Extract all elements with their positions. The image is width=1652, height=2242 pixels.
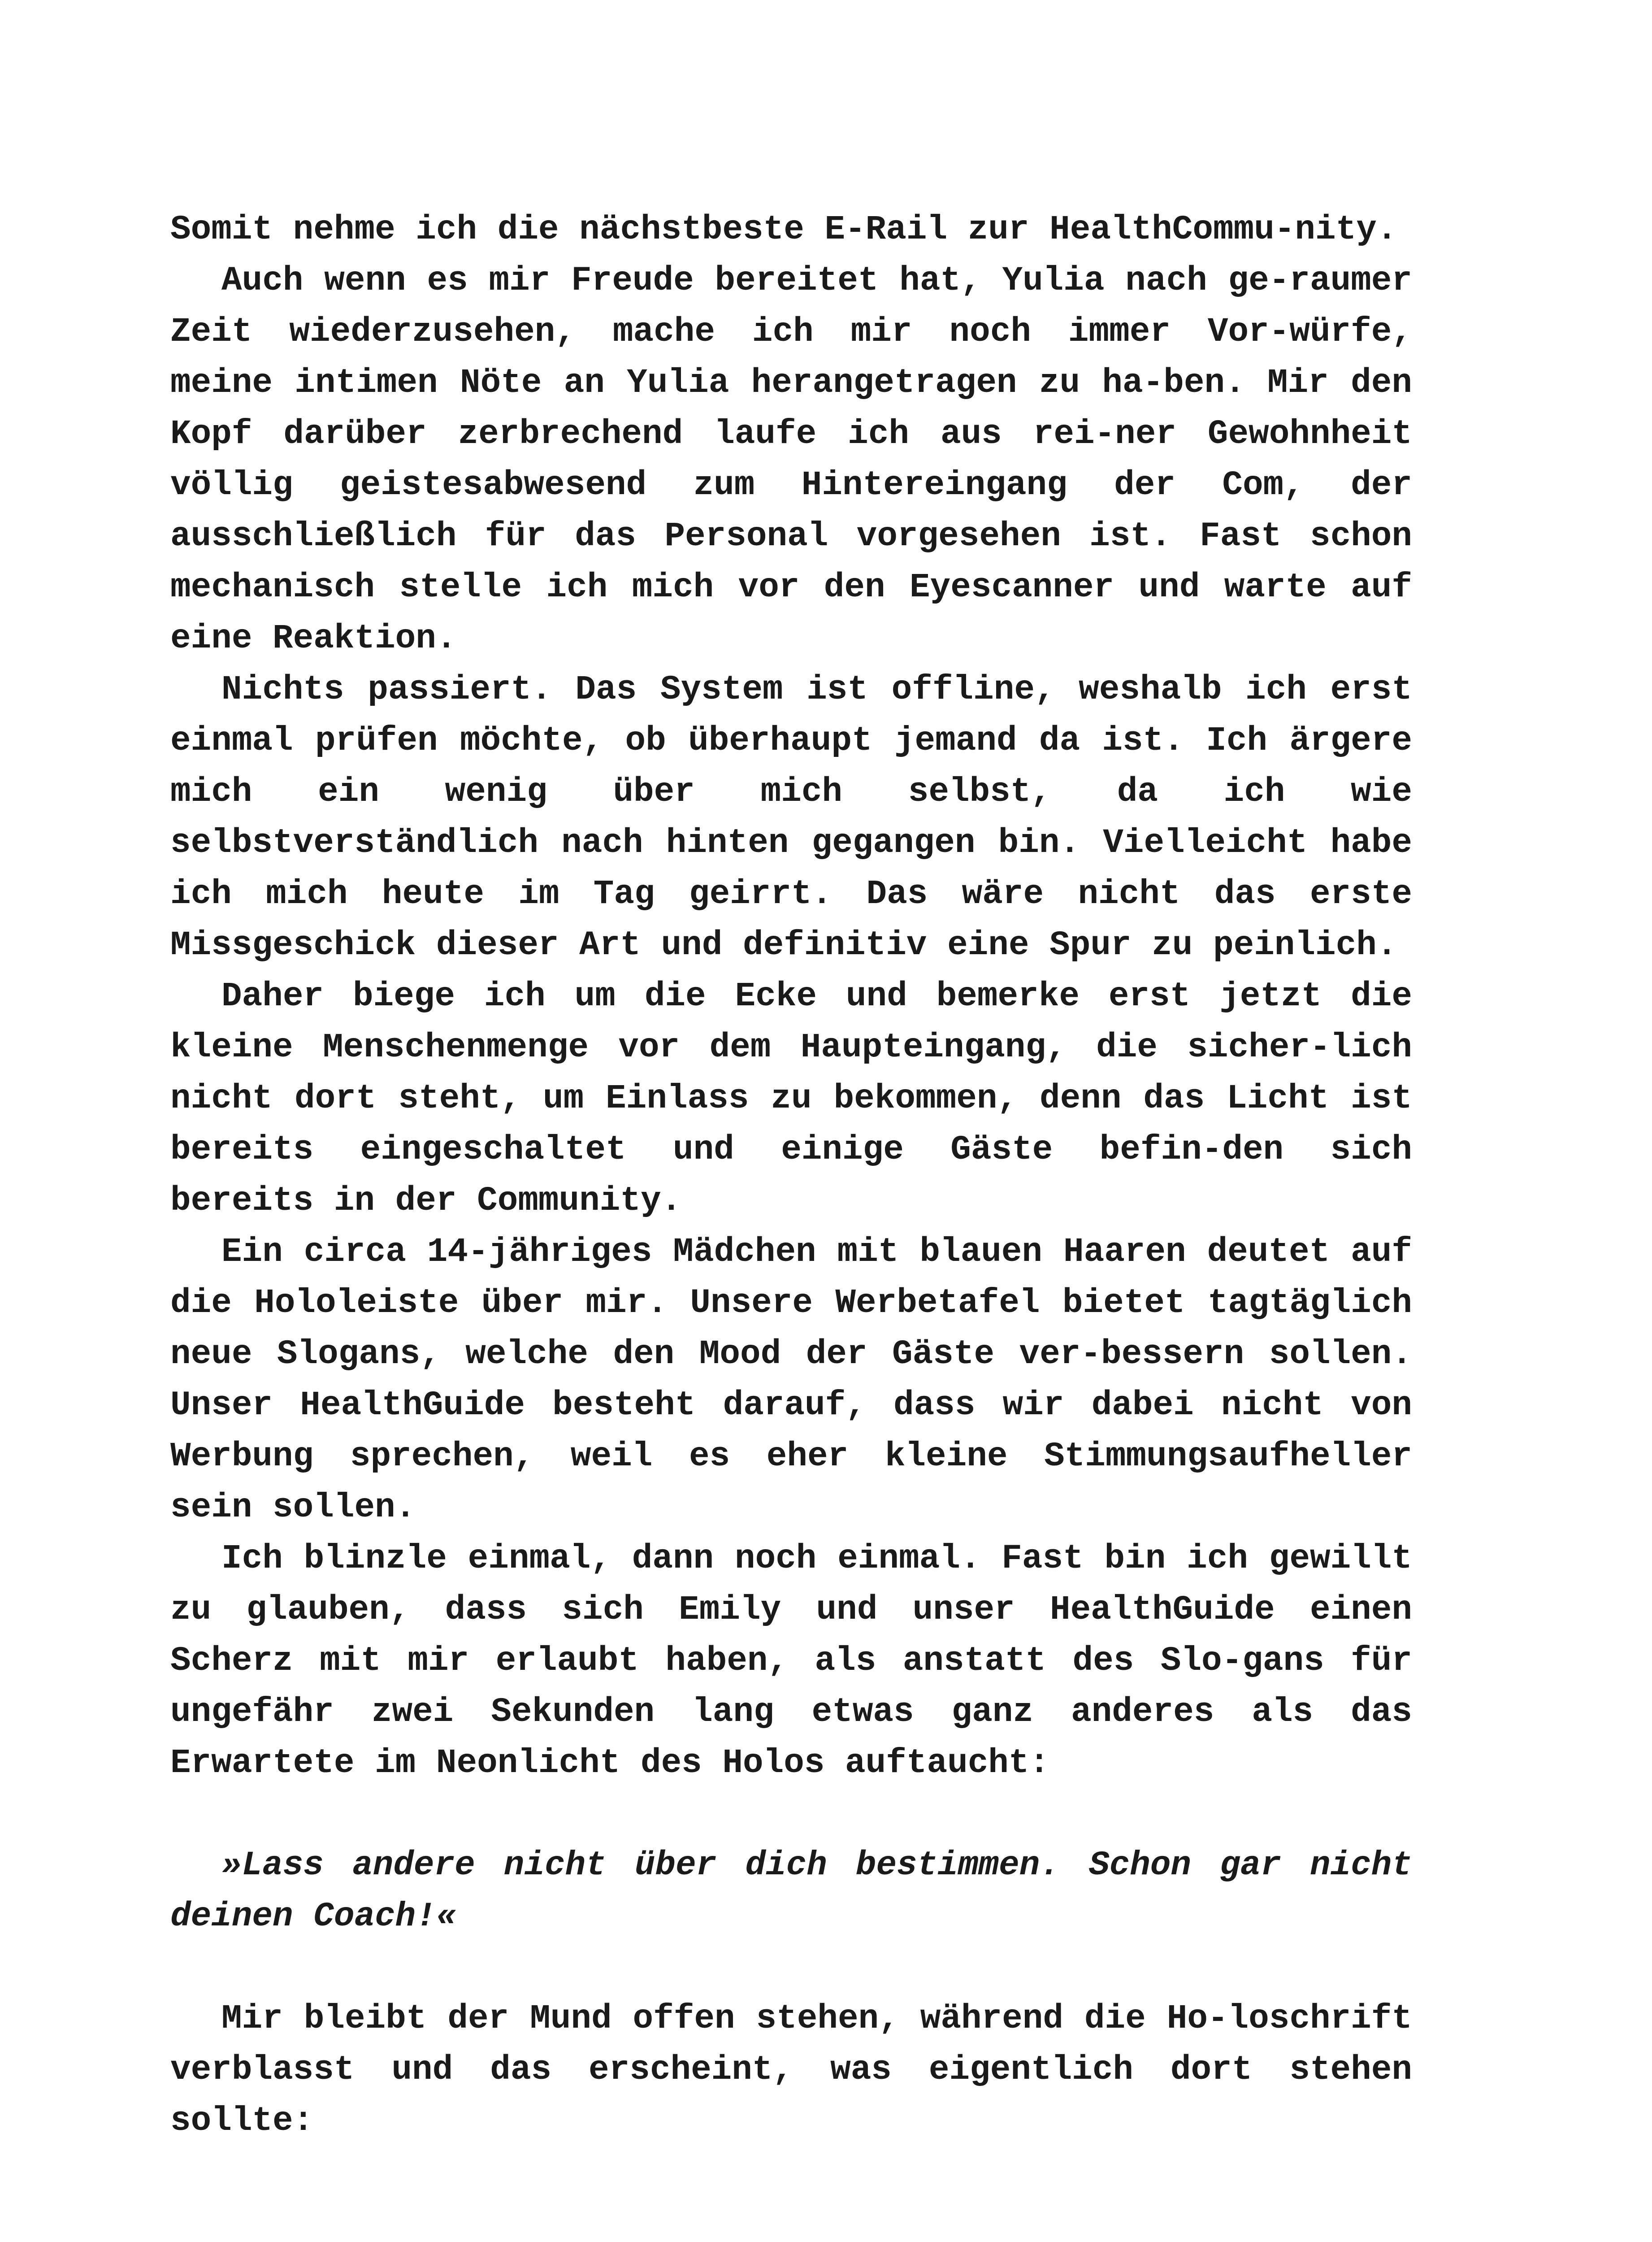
paragraph-2: Auch wenn es mir Freude bereitet hat, Yulia nach ge-raumer Zeit wiederzusehen, mache ich mir noch immer Vor-würfe, meine intimen Nöte an Yulia herangetragen zu ha-ben. Mir den Kopf darüber zerbrechend laufe ich aus rei-ner Gewohnheit völlig geistesabwesend zum Hintereingang der Com, der ausschließlich für das Personal vorgesehen ist. Fast schon mechanisch stelle ich mich vor den Eyescanner und warte auf eine Reaktion.	[170, 261, 1412, 658]
paragraph-3: Nichts passiert. Das System ist offline, weshalb ich erst einmal prüfen möchte, ob überhaupt jemand da ist. Ich ärgere mich ein wenig über mich selbst, da ich wie selbstverständlich nach hinten gegangen bin. Vielleicht habe ich mich heute im Tag geirrt. Das wäre nicht das erste Missgeschick dieser Art und definitiv eine Spur zu peinlich.	[170, 670, 1412, 965]
page-body-text	[170, 204, 1412, 2146]
paragraph-6: Ich blinzle einmal, dann noch einmal. Fast bin ich gewillt zu glauben, dass sich Emily und unser HealthGuide einen Scherz mit mir erlaubt haben, als anstatt des Slo-gans für ungefähr zwei Sekunden lang etwas ganz anderes als das Erwartete im Neonlicht des Holos auftaucht:	[170, 1539, 1412, 1782]
paragraph-4: Daher biege ich um die Ecke und bemerke erst jetzt die kleine Menschenmenge vor dem Haupteingang, die sicher-lich nicht dort steht, um Einlass zu bekommen, denn das Licht ist bereits eingeschaltet und einige Gäste befin-den sich bereits in der Community.	[170, 977, 1412, 1220]
paragraph-8: Mir bleibt der Mund offen stehen, während die Ho-loschrift verblasst und das erscheint, was eigentlich dort stehen sollte:	[170, 1999, 1412, 2140]
blank-line	[170, 1789, 1412, 1840]
holo-slogan-quote: »Lass andere nicht über dich bestimmen. Schon gar nicht deinen Coach!«	[170, 1846, 1412, 1936]
paragraph-5: Ein circa 14-jähriges Mädchen mit blauen Haaren deutet auf die Hololeiste über mir. Unsere Werbetafel bietet tagtäglich neue Slogans, welche den Mood der Gäste ver-bessern sollen. Unser HealthGuide besteht darauf, dass wir dabei nicht von Werbung sprechen, weil es eher kleine Stimmungsaufheller sein sollen.	[170, 1233, 1412, 1527]
paragraph-1: Somit nehme ich die nächstbeste E-Rail zur HealthCommu-nity.	[170, 210, 1397, 249]
blank-line	[170, 1942, 1412, 1993]
